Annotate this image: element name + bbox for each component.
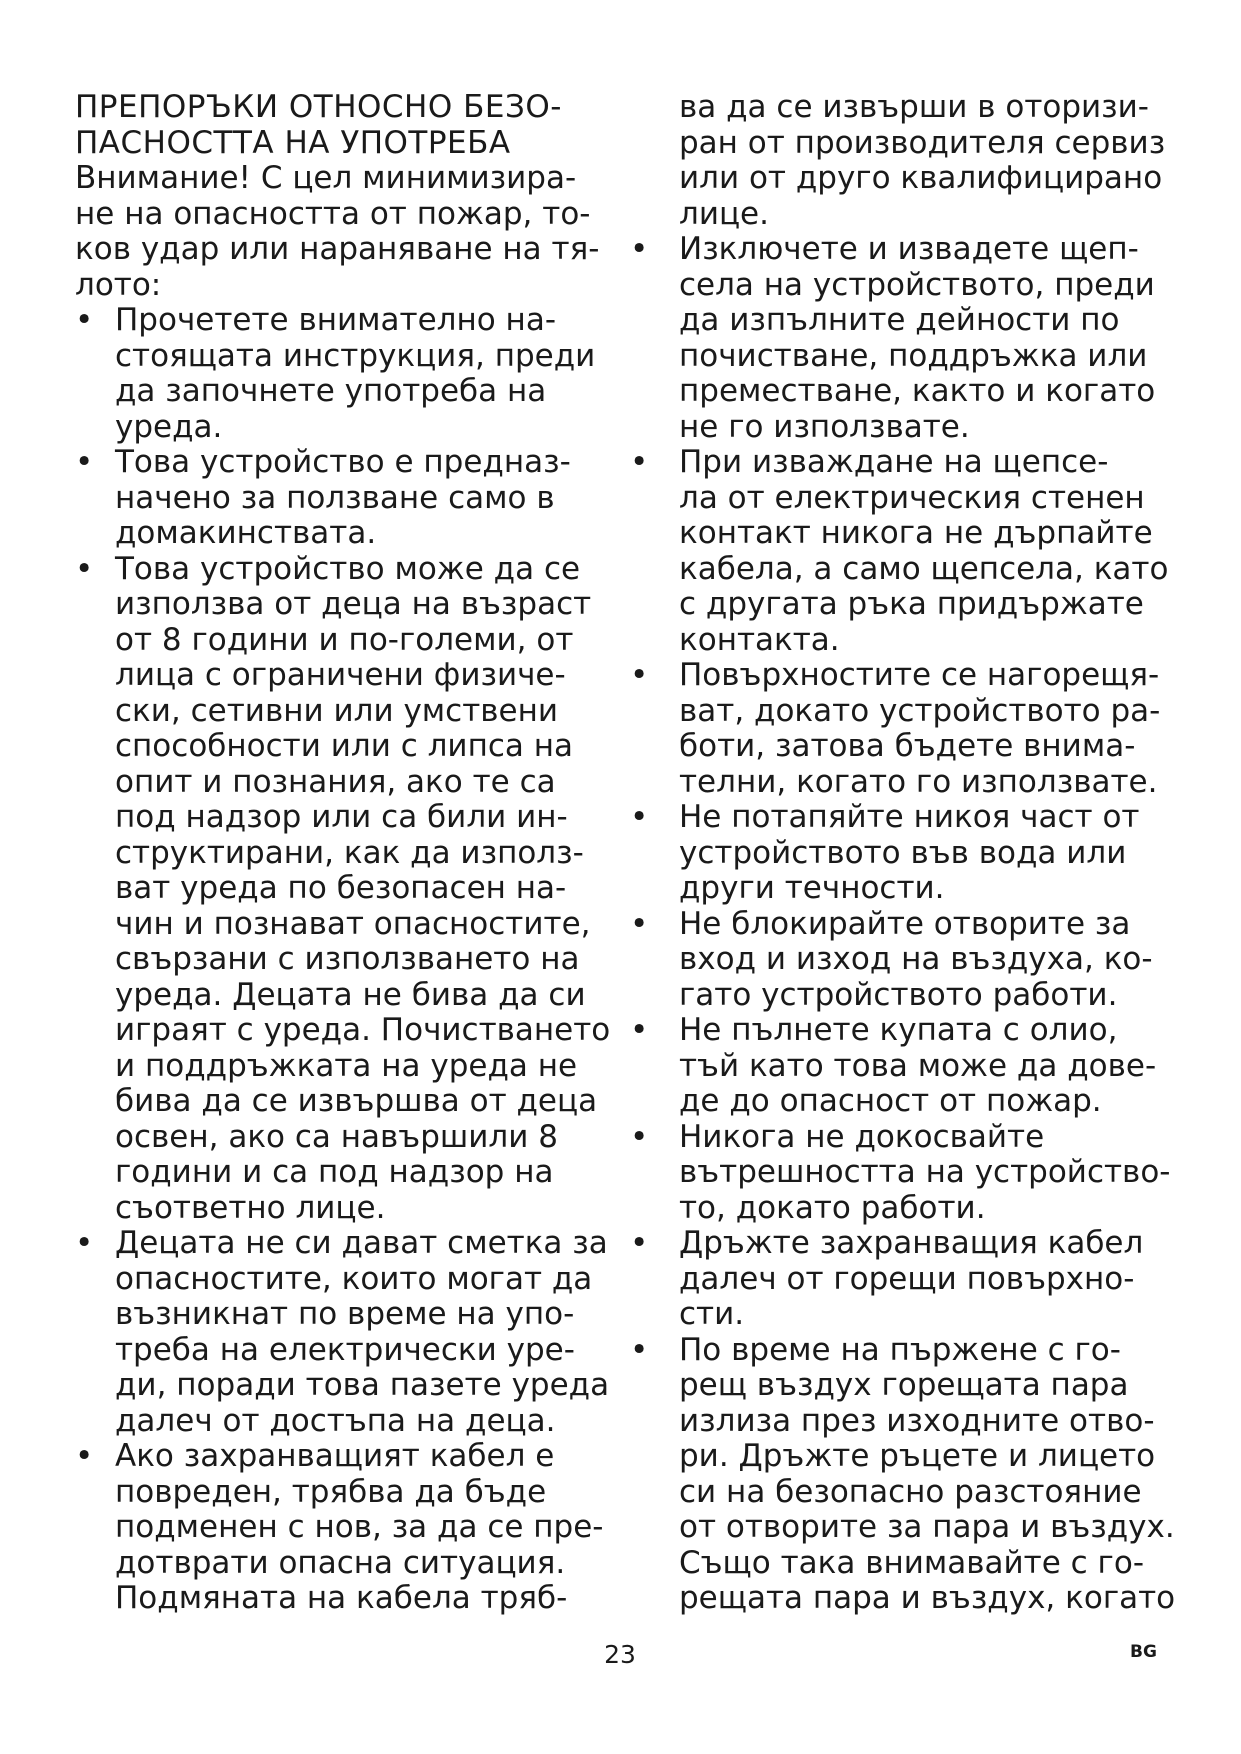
list-item-line: кабела, а само щепсела, като	[679, 550, 1169, 587]
list-item-line: излиза през изходните отво-	[679, 1402, 1155, 1439]
language-code: BG	[1130, 1642, 1157, 1662]
bullet-icon: •	[630, 231, 649, 267]
list-item-line: не го използвате.	[679, 408, 970, 445]
list-item-line: чин и познават опасностите,	[115, 905, 591, 942]
list-item	[630, 231, 1175, 445]
intro-line: ков удар или нараняване на тя-	[75, 231, 600, 267]
list-item-line: далеч от достъпа на деца.	[115, 1402, 556, 1439]
list-item-line: гато устройството работи.	[679, 976, 1118, 1013]
continuation-line: ран от производителя сервиз	[679, 124, 1166, 161]
bullet-icon: •	[630, 1225, 649, 1261]
intro-line: не на опасността от пожар, то-	[75, 195, 591, 232]
list-item-line: контакт никога не дърпайте	[679, 515, 1153, 551]
list-item-line: структирани, как да използ-	[115, 834, 584, 871]
bullet-icon: •	[630, 444, 649, 480]
list-item-line: Също така внимавайте с го-	[679, 1544, 1144, 1581]
list-item-line: уреда. Децата не бива да си	[115, 976, 586, 1013]
list-item-line: стоящата инструкция, преди	[115, 337, 596, 374]
list-item	[630, 444, 1175, 658]
intro-line: Внимание! С цел минимизира-	[75, 160, 577, 196]
list-item	[75, 552, 615, 1227]
list-item-line: способности или с липса на	[115, 728, 573, 764]
bullet-icon: •	[75, 302, 94, 338]
list-item-line: опасностите, които могат да	[115, 1260, 593, 1297]
list-item-line: да започнете употреба на	[115, 373, 547, 409]
bullet-icon: •	[630, 1012, 649, 1048]
list-item-line: тъй като това може да дове-	[679, 1047, 1157, 1084]
list-item-line: домакинствата.	[115, 515, 377, 551]
right-bullet-list	[630, 231, 1176, 1617]
list-item-line: Повърхностите се нагорещя-	[679, 657, 1160, 693]
list-item-line: ват уреда по безопасен на-	[115, 870, 567, 906]
list-item-line: Подмяната на кабела тряб-	[115, 1580, 568, 1616]
list-item-line: ри. Дръжте ръцете и лицето	[679, 1438, 1156, 1474]
left-column	[75, 90, 615, 1617]
list-item-line: от 8 години и по-големи, от	[115, 621, 574, 658]
list-item-line: Не пълнете купата с олио,	[679, 1012, 1118, 1048]
list-item-line: устройството във вода или	[679, 834, 1127, 871]
page-number: 23	[604, 1640, 636, 1669]
list-item-line: съответно лице.	[115, 1189, 386, 1226]
list-item-line: начено за ползване само в	[115, 479, 555, 516]
list-item-line: подменен с нов, за да се пре-	[115, 1509, 604, 1545]
list-item	[630, 1225, 1175, 1333]
list-item-line: По време на пържене с го-	[679, 1331, 1121, 1368]
list-item-line: ски, сетивни или умствени	[115, 692, 559, 729]
list-item-line: рещата пара и въздух, когато	[679, 1580, 1176, 1616]
bullet-icon: •	[75, 444, 94, 480]
right-column	[630, 89, 1176, 1617]
list-item-line: Ако захранващият кабел е	[115, 1438, 555, 1474]
list-item-line: свързани с използването на	[115, 941, 580, 977]
list-item-line: контакта.	[679, 621, 840, 658]
list-item-line: Това устройство може да се	[115, 550, 581, 587]
list-item-line: Децата не си дават сметка за	[115, 1225, 608, 1261]
heading-line: ПАСНОСТТА НА УПОТРЕБА	[75, 124, 511, 161]
bullet-icon: •	[75, 1225, 94, 1261]
list-item	[630, 799, 1175, 907]
section-heading	[75, 90, 615, 161]
bullet-icon: •	[630, 799, 649, 835]
list-item	[630, 1012, 1175, 1120]
list-item-line: почистване, поддръжка или	[679, 337, 1148, 374]
list-item-line: с другата ръка придържате	[679, 586, 1144, 622]
heading-line: ПРЕПОРЪКИ ОТНОСНО БЕЗО-	[75, 89, 562, 125]
list-item-line: повреден, трябва да бъде	[115, 1473, 547, 1510]
list-item-line: де до опасност от пожар.	[679, 1083, 1102, 1119]
list-item-line: боти, затова бъдете внима-	[679, 728, 1136, 764]
list-item-line: дотврати опасна ситуация.	[115, 1544, 566, 1581]
list-item-line: треба на електрически уре-	[115, 1331, 575, 1368]
bullet-icon: •	[75, 550, 94, 587]
list-item-line: ди, поради това пазете уреда	[115, 1367, 610, 1403]
list-item-line: ла от електрическия стенен	[679, 479, 1145, 516]
list-item	[630, 657, 1175, 800]
list-item-line: Изключете и извадете щеп-	[679, 231, 1139, 267]
list-item-line: Дръжте захранващия кабел	[679, 1225, 1144, 1261]
bullet-icon: •	[75, 1438, 94, 1474]
list-item-line: бива да се извършва от деца	[115, 1083, 598, 1119]
list-item-line: Не потапяйте никоя част от	[679, 799, 1140, 835]
warning-intro	[75, 161, 615, 303]
list-item-line: сти.	[679, 1296, 745, 1332]
list-item-line: от отворите за пара и въздух.	[679, 1509, 1175, 1545]
list-item-line: опит и познания, ако те са	[115, 763, 556, 800]
list-item	[75, 1439, 615, 1617]
list-item	[630, 905, 1175, 1014]
list-item-line: При изваждане на щепсе-	[679, 444, 1109, 480]
continuation-line: или от друго квалифицирано	[679, 160, 1163, 196]
continuation-text	[635, 90, 1175, 232]
bullet-icon: •	[630, 657, 649, 693]
list-item-line: да изпълните дейности по	[679, 302, 1120, 338]
bullet-icon: •	[630, 1118, 649, 1155]
list-item-line: други течности.	[679, 870, 945, 906]
list-item-line: си на безопасно разстояние	[679, 1473, 1142, 1510]
list-item-line: Прочетете внимателно на-	[115, 302, 557, 338]
list-item-line: възникнат по време на упо-	[115, 1296, 575, 1332]
list-item-line: телни, когато го използвате.	[679, 763, 1158, 800]
list-item-line: играят с уреда. Почистването	[115, 1012, 611, 1048]
list-item-line: ват, докато устройството ра-	[679, 692, 1161, 729]
list-item-line: и поддръжката на уреда не	[115, 1047, 578, 1084]
list-item-line: вътрешността на устройство-	[679, 1154, 1171, 1190]
list-item-line: села на устройството, преди	[679, 266, 1155, 303]
list-item-line: то, докато работи.	[679, 1189, 986, 1226]
list-item	[75, 445, 615, 552]
list-item	[630, 1118, 1175, 1227]
list-item-line: Това устройство е предназ-	[115, 444, 571, 480]
list-item-line: уреда.	[115, 408, 223, 445]
list-item-line: лица с ограничени физиче-	[115, 657, 566, 693]
list-item-line: рещ въздух горещата пара	[679, 1367, 1129, 1403]
left-bullet-list	[75, 303, 615, 1617]
continuation-line: ва да се извърши в оторизи-	[679, 89, 1149, 125]
list-item-line: освен, ако са навършили 8	[115, 1118, 558, 1155]
list-item-line: преместване, както и когато	[679, 373, 1156, 409]
bullet-icon: •	[630, 905, 649, 942]
list-item-line: Никога не докосвайте	[679, 1118, 1045, 1155]
list-item	[75, 303, 615, 445]
list-item-line: години и са под надзор на	[115, 1154, 554, 1190]
list-item-line: използва от деца на възраст	[115, 586, 592, 622]
intro-line: лото:	[75, 266, 162, 303]
list-item	[75, 1226, 615, 1439]
continuation-line: лице.	[679, 195, 769, 232]
list-item-line: Не блокирайте отворите за	[679, 905, 1131, 942]
bullet-icon: •	[630, 1331, 649, 1368]
list-item-line: под надзор или са били ин-	[115, 799, 568, 835]
list-item	[630, 1331, 1176, 1617]
list-item-line: вход и изход на въздуха, ко-	[679, 941, 1153, 977]
list-item-line: далеч от горещи повърхно-	[679, 1260, 1135, 1297]
